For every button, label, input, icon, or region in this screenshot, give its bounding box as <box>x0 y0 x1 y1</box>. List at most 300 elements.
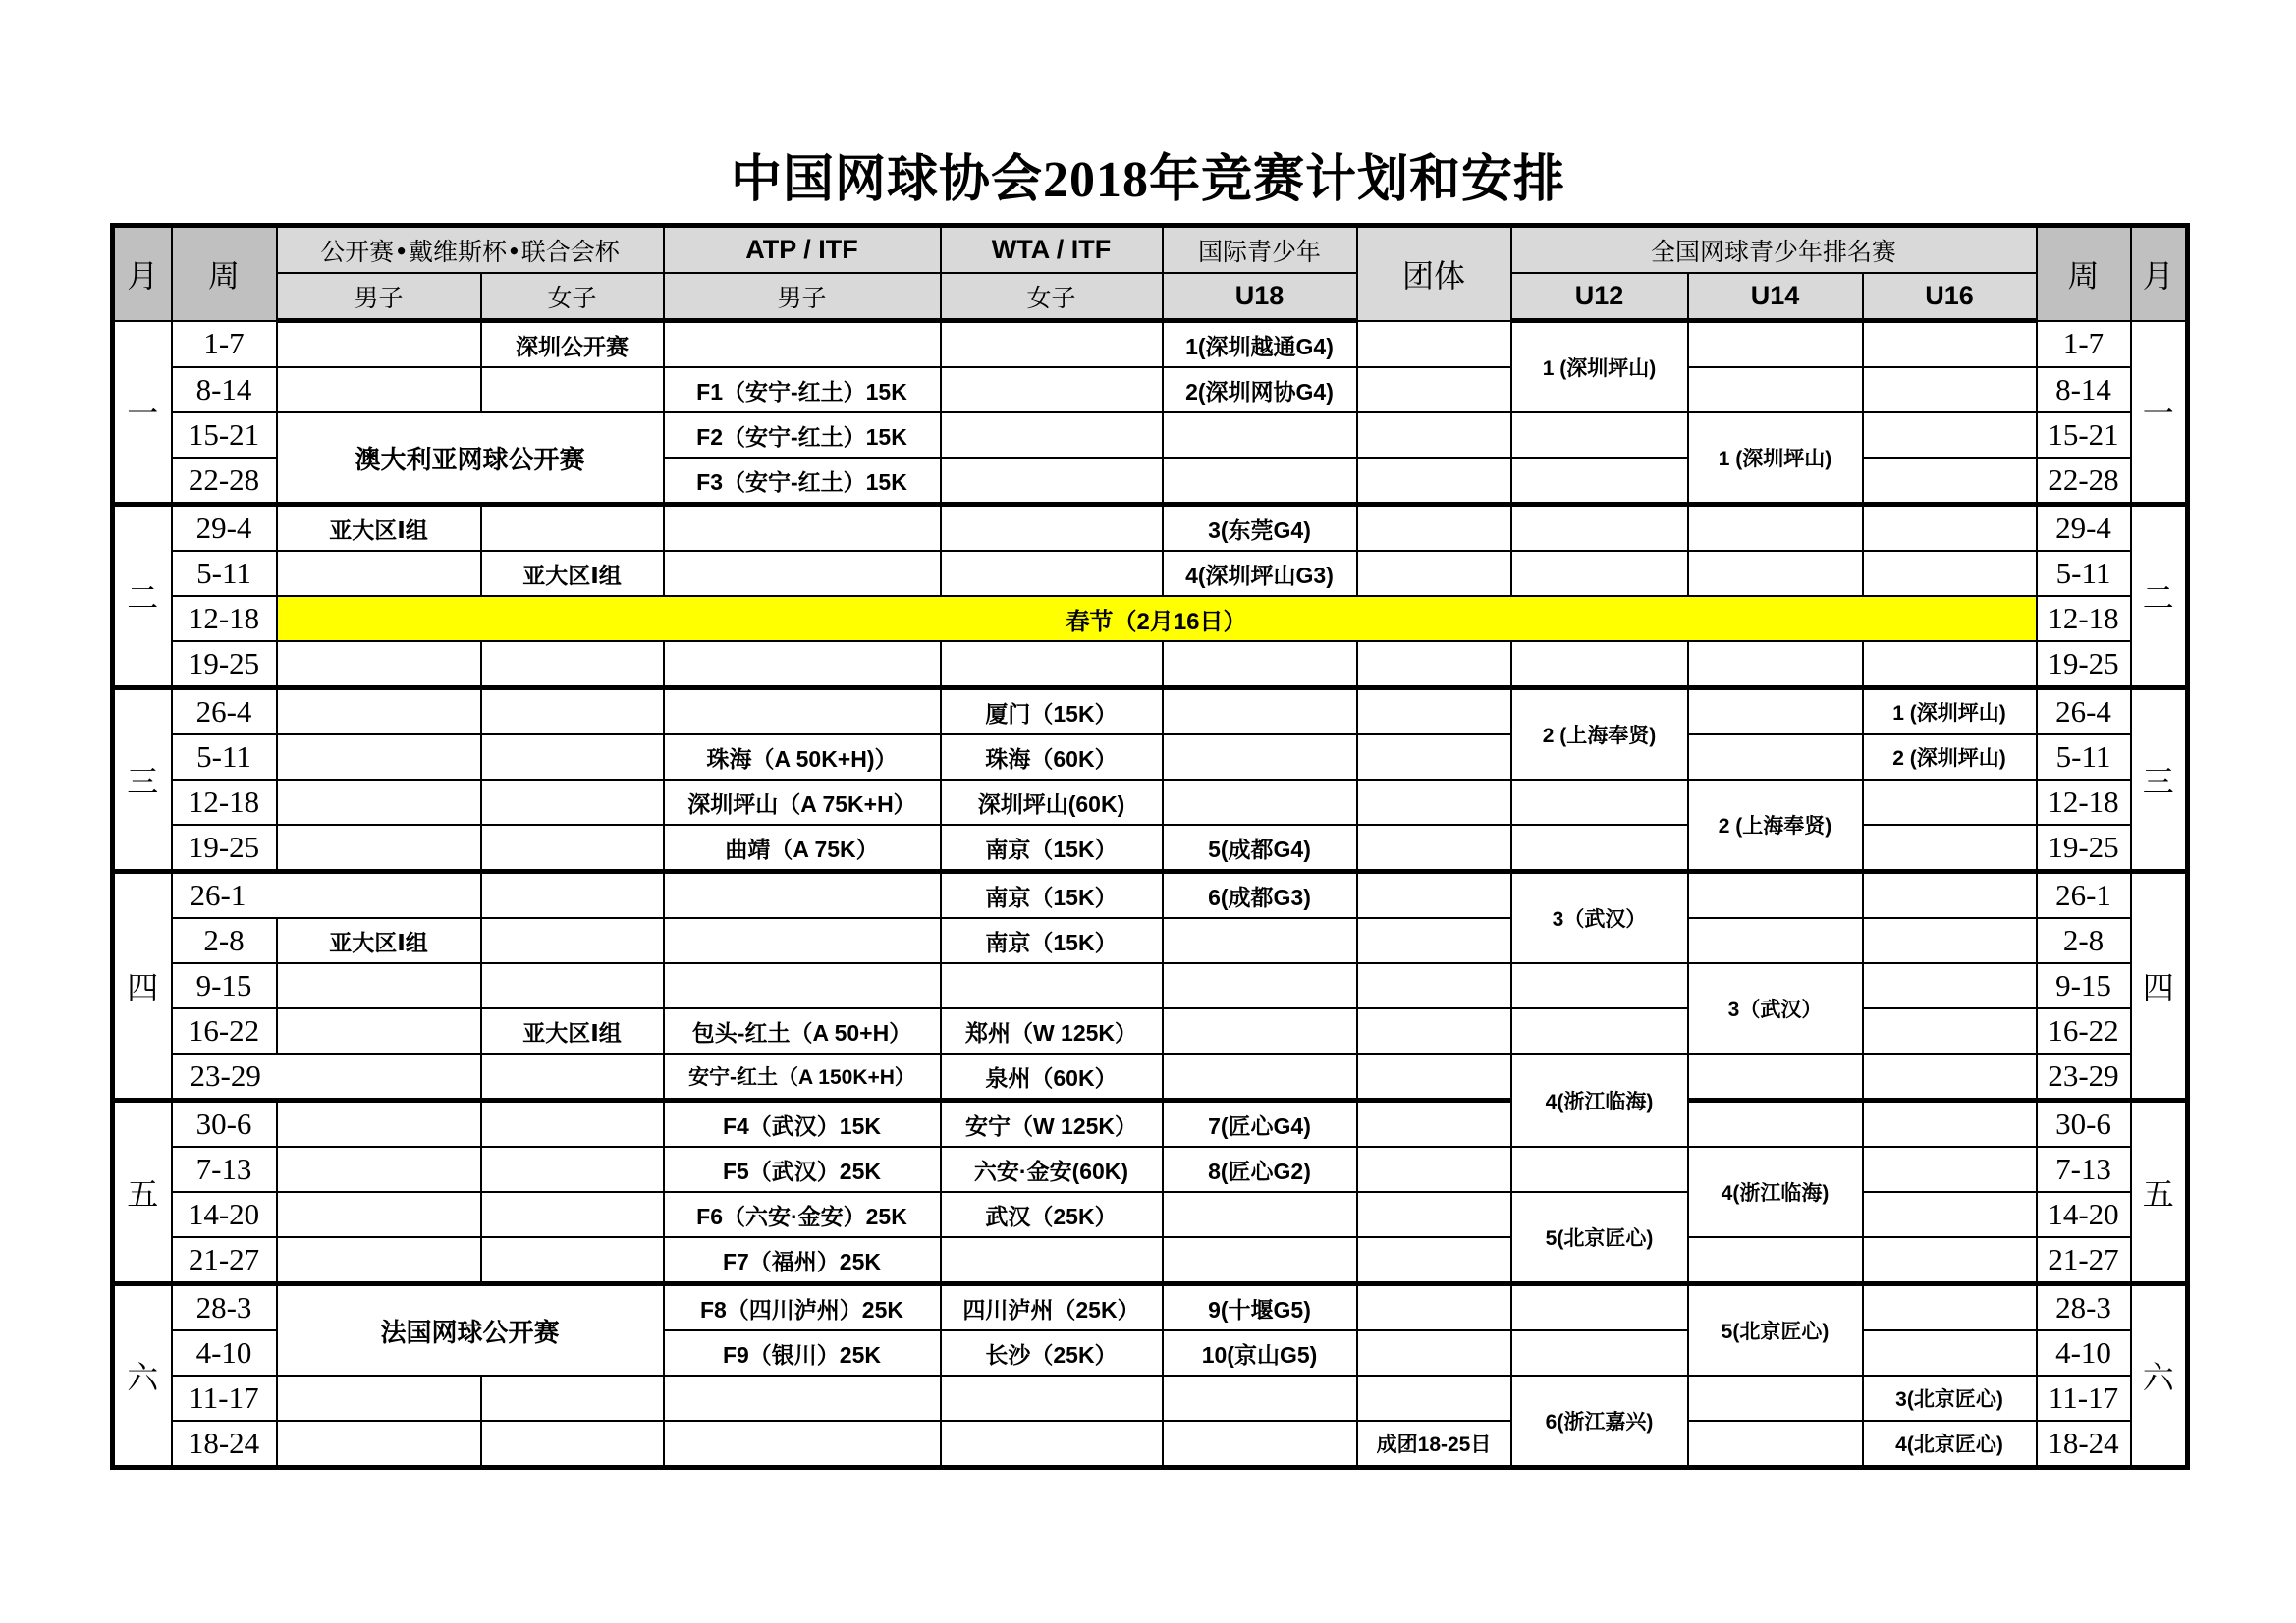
week-cell-right: 15-21 <box>2037 412 2131 458</box>
week-cell: 7-13 <box>172 1147 277 1192</box>
week-cell: 4-10 <box>172 1330 277 1376</box>
week-cell-right: 26-4 <box>2037 688 2131 735</box>
week-cell: 8-14 <box>172 367 277 412</box>
cell-open-women <box>481 872 664 919</box>
cell-u16 <box>1863 1101 2037 1148</box>
cell-open-men <box>277 641 481 688</box>
cell-team <box>1357 963 1511 1008</box>
cell-u18 <box>1163 1008 1357 1054</box>
header-week-right: 周 <box>2037 226 2131 321</box>
cell-u16 <box>1863 780 2037 825</box>
cell-open-women <box>481 1237 664 1284</box>
cell-wta <box>941 551 1163 596</box>
holiday-banner: 春节（2月16日） <box>277 596 2037 641</box>
cell-atp: F1（安宁-红土）15K <box>664 367 941 412</box>
cell-team <box>1357 412 1511 458</box>
cell-wta <box>941 458 1163 505</box>
cell-u18: 3(东莞G4) <box>1163 505 1357 552</box>
week-cell-right: 16-22 <box>2037 1008 2131 1054</box>
cell-open-women <box>481 963 664 1008</box>
week-cell: 19-25 <box>172 825 277 872</box>
schedule-table <box>110 223 2190 1470</box>
cell-atp: F9（银川）25K <box>664 1330 941 1376</box>
cell-wta <box>941 1237 1163 1284</box>
cell-open-men <box>277 1237 481 1284</box>
cell-wta: 郑州（W 125K） <box>941 1008 1163 1054</box>
month-cell-right: 六 <box>2131 1284 2188 1468</box>
cell-u14 <box>1688 367 1863 412</box>
cell-atp <box>664 918 941 963</box>
cell-u14 <box>1688 872 1863 919</box>
week-cell-right: 14-20 <box>2037 1192 2131 1237</box>
cell-u16 <box>1863 367 2037 412</box>
cell-wta <box>941 367 1163 412</box>
week-cell-right: 23-29 <box>2037 1054 2131 1101</box>
cell-u18 <box>1163 412 1357 458</box>
header-month: 月 <box>113 226 172 321</box>
week-cell: 28-3 <box>172 1284 277 1331</box>
cell-atp: 包头-红土（A 50+H） <box>664 1008 941 1054</box>
cell-u12 <box>1511 412 1688 458</box>
cell-wta: 安宁（W 125K） <box>941 1101 1163 1148</box>
cell-u14 <box>1688 505 1863 552</box>
cell-u12: 3（武汉） <box>1511 872 1688 964</box>
week-cell: 11-17 <box>172 1376 277 1421</box>
cell-u14 <box>1688 321 1863 368</box>
cell-atp <box>664 963 941 1008</box>
month-cell: 一 <box>113 321 172 505</box>
header-u18: U18 <box>1163 273 1357 321</box>
header-atp-men: 男子 <box>664 273 941 321</box>
week-cell: 22-28 <box>172 458 277 505</box>
table-row <box>113 1101 2188 1148</box>
cell-open-men: 亚大区Ⅰ组 <box>277 918 481 963</box>
table-row <box>113 1237 2188 1284</box>
month-cell: 五 <box>113 1101 172 1284</box>
cell-atp: 曲靖（A 75K） <box>664 825 941 872</box>
cell-u16: 4(北京匠心) <box>1863 1421 2037 1468</box>
cell-u16 <box>1863 1008 2037 1054</box>
cell-u16 <box>1863 1284 2037 1331</box>
table-row <box>113 963 2188 1008</box>
cell-u16 <box>1863 918 2037 963</box>
cell-u16 <box>1863 505 2037 552</box>
cell-wta: 武汉（25K） <box>941 1192 1163 1237</box>
table-row <box>113 688 2188 735</box>
cell-u18: 4(深圳坪山G3) <box>1163 551 1357 596</box>
cell-u18: 8(匠心G2) <box>1163 1147 1357 1192</box>
week-cell: 26-4 <box>172 688 277 735</box>
header-wta: WTA / ITF <box>941 226 1163 274</box>
cell-team <box>1357 1147 1511 1192</box>
cell-open-women <box>481 1054 664 1101</box>
table-row <box>113 1192 2188 1237</box>
header-men: 男子 <box>277 273 481 321</box>
cell-open-men <box>277 1376 481 1421</box>
cell-team <box>1357 1192 1511 1237</box>
cell-atp <box>664 505 941 552</box>
cell-wta: 南京（15K） <box>941 918 1163 963</box>
cell-team <box>1357 918 1511 963</box>
week-cell: 19-25 <box>172 641 277 688</box>
cell-open-women <box>481 918 664 963</box>
cell-open-men <box>277 367 481 412</box>
cell-atp: F8（四川泸州）25K <box>664 1284 941 1331</box>
week-cell: 16-22 <box>172 1008 277 1054</box>
cell-u14: 4(浙江临海) <box>1688 1147 1863 1237</box>
cell-open-men <box>277 780 481 825</box>
cell-u14 <box>1688 641 1863 688</box>
cell-u18 <box>1163 1054 1357 1101</box>
cell-wta <box>941 412 1163 458</box>
cell-u12 <box>1511 780 1688 825</box>
cell-u16 <box>1863 641 2037 688</box>
cell-u12: 2 (上海奉贤) <box>1511 688 1688 781</box>
table-row <box>113 551 2188 596</box>
cell-u18: 10(京山G5) <box>1163 1330 1357 1376</box>
cell-atp: F7（福州）25K <box>664 1237 941 1284</box>
week-cell: 30-6 <box>172 1101 277 1148</box>
cell-atp: F5（武汉）25K <box>664 1147 941 1192</box>
header-week: 周 <box>172 226 277 321</box>
cell-open-women <box>481 1192 664 1237</box>
cell-u12 <box>1511 1330 1688 1376</box>
cell-u18: 1(深圳越通G4) <box>1163 321 1357 368</box>
week-cell: 26-1 <box>172 872 481 919</box>
table-row <box>113 321 2188 368</box>
cell-u14 <box>1688 1101 1863 1148</box>
header-wta-women: 女子 <box>941 273 1163 321</box>
week-cell-right: 18-24 <box>2037 1421 2131 1468</box>
month-cell-right: 一 <box>2131 321 2188 505</box>
cell-team <box>1357 321 1511 368</box>
table-row <box>113 505 2188 552</box>
cell-wta <box>941 1421 1163 1468</box>
cell-u18: 7(匠心G4) <box>1163 1101 1357 1148</box>
week-cell-right: 22-28 <box>2037 458 2131 505</box>
cell-atp <box>664 872 941 919</box>
month-cell: 六 <box>113 1284 172 1468</box>
week-cell: 14-20 <box>172 1192 277 1237</box>
cell-u18 <box>1163 918 1357 963</box>
cell-u18 <box>1163 1421 1357 1468</box>
table-row <box>113 641 2188 688</box>
cell-u18 <box>1163 963 1357 1008</box>
week-cell: 12-18 <box>172 596 277 641</box>
cell-atp: 深圳坪山（A 75K+H） <box>664 780 941 825</box>
cell-u18 <box>1163 780 1357 825</box>
week-cell-right: 26-1 <box>2037 872 2131 919</box>
cell-atp <box>664 1376 941 1421</box>
cell-u16 <box>1863 1054 2037 1101</box>
cell-u16 <box>1863 458 2037 505</box>
cell-u14 <box>1688 1054 1863 1101</box>
month-cell-right: 四 <box>2131 872 2188 1101</box>
week-cell-right: 21-27 <box>2037 1237 2131 1284</box>
cell-u16 <box>1863 321 2037 368</box>
cell-wta: 南京（15K） <box>941 872 1163 919</box>
cell-open: 澳大利亚网球公开赛 <box>277 412 664 505</box>
month-cell: 四 <box>113 872 172 1101</box>
cell-open-women <box>481 780 664 825</box>
header-u14: U14 <box>1688 273 1863 321</box>
week-cell: 5-11 <box>172 551 277 596</box>
cell-u12: 1 (深圳坪山) <box>1511 321 1688 413</box>
cell-team <box>1357 825 1511 872</box>
cell-open-women <box>481 1101 664 1148</box>
cell-u14 <box>1688 1376 1863 1421</box>
cell-u18 <box>1163 688 1357 735</box>
week-cell: 15-21 <box>172 412 277 458</box>
cell-open-men <box>277 1008 481 1054</box>
week-cell-right: 12-18 <box>2037 596 2131 641</box>
cell-open-men <box>277 1192 481 1237</box>
cell-wta <box>941 505 1163 552</box>
cell-team <box>1357 1330 1511 1376</box>
cell-atp <box>664 1421 941 1468</box>
cell-team <box>1357 458 1511 505</box>
cell-u18 <box>1163 1376 1357 1421</box>
week-cell-right: 5-11 <box>2037 551 2131 596</box>
cell-u12 <box>1511 551 1688 596</box>
week-cell-right: 19-25 <box>2037 641 2131 688</box>
cell-team <box>1357 688 1511 735</box>
cell-wta: 长沙（25K） <box>941 1330 1163 1376</box>
cell-open-men <box>277 551 481 596</box>
cell-open-men <box>277 688 481 735</box>
cell-u12: 4(浙江临海) <box>1511 1054 1688 1147</box>
month-cell-right: 五 <box>2131 1101 2188 1284</box>
week-cell-right: 19-25 <box>2037 825 2131 872</box>
cell-open-men <box>277 1421 481 1468</box>
cell-open-women <box>481 734 664 780</box>
cell-team <box>1357 641 1511 688</box>
cell-team <box>1357 1237 1511 1284</box>
cell-u14 <box>1688 688 1863 735</box>
cell-team <box>1357 1008 1511 1054</box>
table-row <box>113 412 2188 458</box>
cell-team <box>1357 1284 1511 1331</box>
cell-wta: 珠海（60K） <box>941 734 1163 780</box>
cell-team: 成团18-25日 <box>1357 1421 1511 1468</box>
cell-wta: 四川泸州（25K） <box>941 1284 1163 1331</box>
cell-open-women: 亚大区Ⅰ组 <box>481 551 664 596</box>
cell-open-men <box>277 825 481 872</box>
header-atp: ATP / ITF <box>664 226 941 274</box>
cell-u12: 6(浙江嘉兴) <box>1511 1376 1688 1468</box>
header-u16: U16 <box>1863 273 2037 321</box>
cell-u14: 5(北京匠心) <box>1688 1284 1863 1377</box>
table-row <box>113 596 2188 641</box>
header-national-junior: 全国网球青少年排名赛 <box>1511 226 2037 274</box>
cell-atp <box>664 641 941 688</box>
cell-wta <box>941 963 1163 1008</box>
cell-atp <box>664 551 941 596</box>
cell-open-women <box>481 367 664 412</box>
week-cell-right: 7-13 <box>2037 1147 2131 1192</box>
cell-u18 <box>1163 1192 1357 1237</box>
table-row <box>113 1376 2188 1421</box>
cell-wta: 泉州（60K） <box>941 1054 1163 1101</box>
table-row <box>113 1421 2188 1468</box>
cell-u16 <box>1863 551 2037 596</box>
cell-open-women: 深圳公开赛 <box>481 321 664 368</box>
cell-u18 <box>1163 641 1357 688</box>
cell-u18: 6(成都G3) <box>1163 872 1357 919</box>
cell-u18 <box>1163 734 1357 780</box>
cell-u14: 3（武汉） <box>1688 963 1863 1054</box>
cell-open-women: 亚大区Ⅰ组 <box>481 1008 664 1054</box>
cell-atp: F3（安宁-红土）15K <box>664 458 941 505</box>
cell-wta <box>941 641 1163 688</box>
cell-u14: 2 (上海奉贤) <box>1688 780 1863 872</box>
table-row <box>113 825 2188 872</box>
cell-wta: 深圳坪山(60K) <box>941 780 1163 825</box>
cell-atp: 安宁-红土（A 150K+H） <box>664 1054 941 1101</box>
table-row <box>113 918 2188 963</box>
month-cell: 三 <box>113 688 172 872</box>
cell-open-men <box>277 734 481 780</box>
cell-open-women <box>481 505 664 552</box>
week-cell-right: 30-6 <box>2037 1101 2131 1148</box>
cell-u18: 9(十堰G5) <box>1163 1284 1357 1331</box>
page-title: 中国网球协会2018年竞赛计划和安排 <box>730 152 1565 208</box>
cell-u16 <box>1863 872 2037 919</box>
cell-wta <box>941 321 1163 368</box>
cell-wta <box>941 1376 1163 1421</box>
cell-u18 <box>1163 1237 1357 1284</box>
cell-open-men <box>277 321 481 368</box>
cell-team <box>1357 1376 1511 1421</box>
cell-open-women <box>481 825 664 872</box>
cell-u12 <box>1511 641 1688 688</box>
month-cell-right: 三 <box>2131 688 2188 872</box>
week-cell: 5-11 <box>172 734 277 780</box>
cell-u12 <box>1511 505 1688 552</box>
week-cell-right: 28-3 <box>2037 1284 2131 1331</box>
week-cell-right: 9-15 <box>2037 963 2131 1008</box>
header-open-group: 公开赛•戴维斯杯•联合会杯 <box>277 226 664 274</box>
week-cell: 1-7 <box>172 321 277 368</box>
cell-wta: 厦门（15K） <box>941 688 1163 735</box>
cell-team <box>1357 551 1511 596</box>
cell-open-men <box>277 1101 481 1148</box>
cell-u14 <box>1688 734 1863 780</box>
cell-team <box>1357 734 1511 780</box>
week-cell-right: 2-8 <box>2037 918 2131 963</box>
week-cell: 21-27 <box>172 1237 277 1284</box>
week-cell: 12-18 <box>172 780 277 825</box>
cell-team <box>1357 505 1511 552</box>
cell-u14 <box>1688 1237 1863 1284</box>
week-cell-right: 29-4 <box>2037 505 2131 552</box>
cell-u14 <box>1688 918 1863 963</box>
table-row <box>113 872 2188 919</box>
cell-open-women <box>481 1421 664 1468</box>
month-cell: 二 <box>113 505 172 688</box>
cell-open-women <box>481 1376 664 1421</box>
cell-team <box>1357 1054 1511 1101</box>
cell-open-men <box>277 1147 481 1192</box>
week-cell-right: 8-14 <box>2037 367 2131 412</box>
cell-u12 <box>1511 825 1688 872</box>
header-intl-junior: 国际青少年 <box>1163 226 1357 274</box>
cell-u16: 3(北京匠心) <box>1863 1376 2037 1421</box>
cell-team <box>1357 367 1511 412</box>
header-women: 女子 <box>481 273 664 321</box>
table-row <box>113 1054 2188 1101</box>
cell-u18: 2(深圳网协G4) <box>1163 367 1357 412</box>
header-team: 团体 <box>1357 226 1511 321</box>
cell-u16 <box>1863 1330 2037 1376</box>
cell-u16 <box>1863 412 2037 458</box>
cell-open: 法国网球公开赛 <box>277 1284 664 1377</box>
cell-open-men <box>277 963 481 1008</box>
week-cell-right: 11-17 <box>2037 1376 2131 1421</box>
cell-u18 <box>1163 458 1357 505</box>
cell-team <box>1357 780 1511 825</box>
cell-u12 <box>1511 1147 1688 1192</box>
cell-u16 <box>1863 1237 2037 1284</box>
table-header <box>113 226 2188 321</box>
table-row <box>113 1147 2188 1192</box>
week-cell: 29-4 <box>172 505 277 552</box>
cell-team <box>1357 872 1511 919</box>
cell-u12 <box>1511 963 1688 1008</box>
cell-u16: 1 (深圳坪山) <box>1863 688 2037 735</box>
month-cell-right: 二 <box>2131 505 2188 688</box>
cell-u12 <box>1511 1008 1688 1054</box>
cell-atp: 珠海（A 50K+H)） <box>664 734 941 780</box>
cell-u16: 2 (深圳坪山) <box>1863 734 2037 780</box>
table-row <box>113 1008 2188 1054</box>
cell-wta: 六安·金安(60K) <box>941 1147 1163 1192</box>
cell-u16 <box>1863 1192 2037 1237</box>
cell-atp <box>664 688 941 735</box>
cell-atp: F4（武汉）15K <box>664 1101 941 1148</box>
week-cell: 2-8 <box>172 918 277 963</box>
week-cell-right: 4-10 <box>2037 1330 2131 1376</box>
cell-open-women <box>481 641 664 688</box>
week-cell-right: 1-7 <box>2037 321 2131 368</box>
cell-u14 <box>1688 551 1863 596</box>
table-row <box>113 780 2188 825</box>
cell-u16 <box>1863 825 2037 872</box>
cell-u12 <box>1511 1284 1688 1331</box>
cell-u18: 5(成都G4) <box>1163 825 1357 872</box>
cell-open-men: 亚大区Ⅰ组 <box>277 505 481 552</box>
cell-u14: 1 (深圳坪山) <box>1688 412 1863 505</box>
cell-u12 <box>1511 458 1688 505</box>
week-cell: 18-24 <box>172 1421 277 1468</box>
cell-atp: F6（六安·金安）25K <box>664 1192 941 1237</box>
cell-team <box>1357 1101 1511 1148</box>
cell-u16 <box>1863 963 2037 1008</box>
table-row <box>113 734 2188 780</box>
week-cell-right: 5-11 <box>2037 734 2131 780</box>
week-cell: 9-15 <box>172 963 277 1008</box>
cell-wta: 南京（15K） <box>941 825 1163 872</box>
week-cell: 23-29 <box>172 1054 481 1101</box>
table-row <box>113 1284 2188 1331</box>
cell-atp: F2（安宁-红土）15K <box>664 412 941 458</box>
cell-u12: 5(北京匠心) <box>1511 1192 1688 1284</box>
cell-open-women <box>481 1147 664 1192</box>
week-cell-right: 12-18 <box>2037 780 2131 825</box>
table-row <box>113 367 2188 412</box>
cell-open-women <box>481 688 664 735</box>
header-u12: U12 <box>1511 273 1688 321</box>
